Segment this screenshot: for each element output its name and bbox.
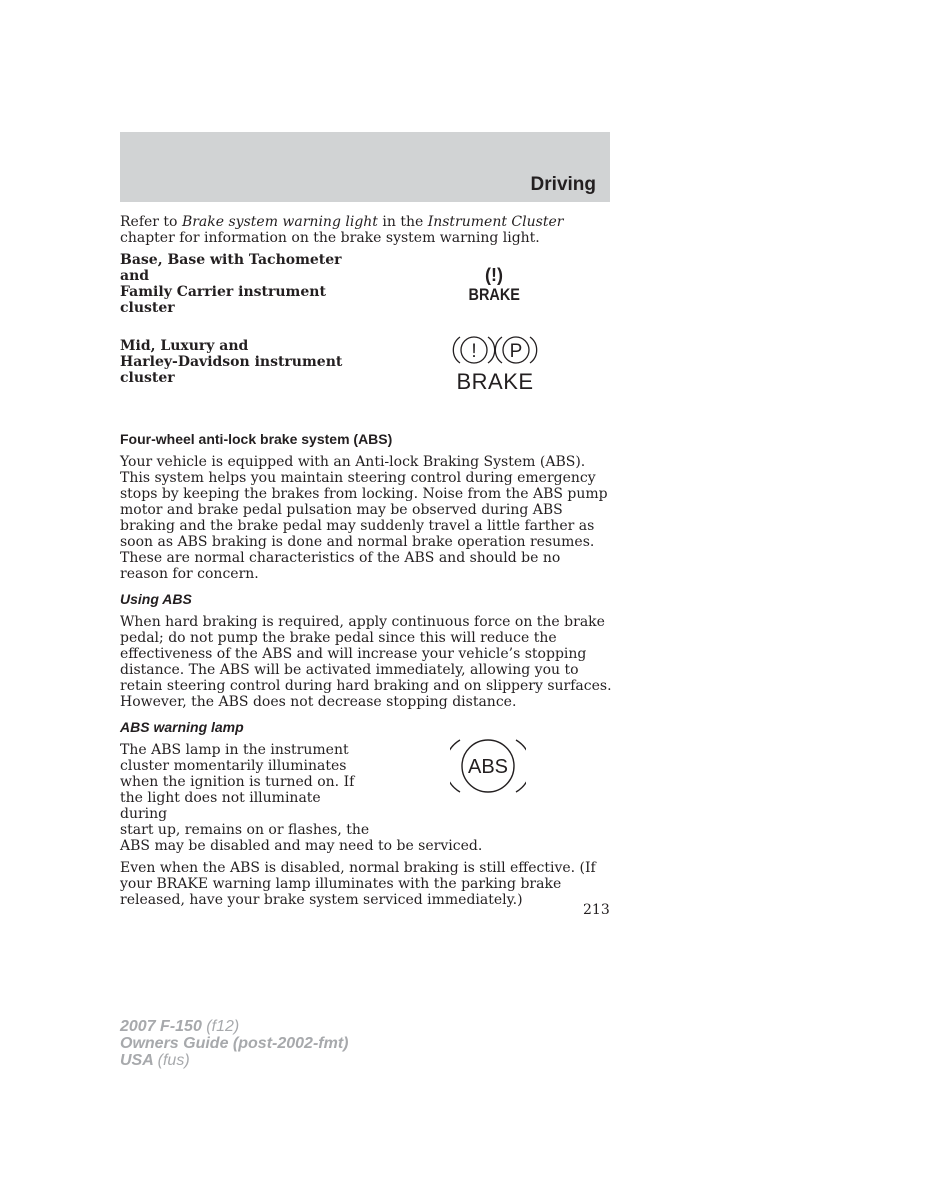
- abs-lamp-last-line: ABS may be disabled and may need to be serviced.: [120, 838, 483, 854]
- brake-icon-label: BRAKE: [468, 285, 520, 304]
- abs-section-body: Your vehicle is equipped with an Anti-lock Braking System (ABS). This system helps you maintain steering control during emergency stops by keeping the brakes from locking. Noise from the ABS pump motor and brake pedal pulsation may be observed during ABS braking and the brake pedal may suddenly travel a little farther as soon as ABS braking is done and normal brake operation resumes. These are normal characteristics of the ABS and should be no reason for concern.: [120, 454, 608, 582]
- link-instrument-cluster: Instrument Cluster: [427, 214, 564, 230]
- abs-icon-label: ABS: [467, 756, 509, 778]
- intro-paragraph: Refer to Brake system warning light in the Instrument Cluster chapter for information on the brake system warning light.: [120, 214, 564, 246]
- page-number: 213: [583, 902, 610, 918]
- page-content: [120, 214, 612, 908]
- cluster-base-label: Base, Base with Tachometer and Family Carrier instrument cluster: [120, 252, 342, 316]
- brake-park-warning-icon: [450, 333, 540, 394]
- abs-section-heading: Four-wheel anti-lock brake system (ABS): [120, 431, 393, 447]
- using-abs-body: When hard braking is required, apply continuous force on the brake pedal; do not pump the brake pedal since this will reduce the effectiveness of the ABS and will increase your vehicle’s stopping distance. The ABS will be activated immediately, allowing you to retain steering control during hard braking and on slippery surfaces. However, the ABS does not decrease stopping distance.: [120, 614, 612, 710]
- footer-region-line: USA (fus): [120, 1052, 190, 1069]
- footer-model-line: 2007 F-150 (f12): [120, 1018, 240, 1035]
- brake-park-icon-label: BRAKE: [456, 369, 534, 394]
- brake-warning-icon: [464, 265, 524, 305]
- brake-park-symbols-icon: [450, 333, 540, 367]
- park-glyph: P: [509, 341, 523, 362]
- abs-lamp-text: The ABS lamp in the instrument cluster momentarily illuminates when the ignition is turned on. If the light does not illuminate during start up, remains on or flashes, the: [120, 742, 370, 838]
- chapter-title: Driving: [530, 174, 596, 195]
- chapter-header: [120, 132, 610, 202]
- abs-lamp-block: [120, 742, 612, 854]
- cluster-mid-label: Mid, Luxury and Harley-Davidson instrument cluster: [120, 338, 343, 386]
- link-brake-warning-light: Brake system warning light: [181, 214, 378, 230]
- document-footer: [120, 1018, 348, 1069]
- exclamation-glyph: !: [471, 341, 477, 362]
- brake-symbol: (!): [485, 265, 503, 285]
- footer-guide-line: Owners Guide (post-2002-fmt): [120, 1035, 349, 1052]
- abs-lamp-body: Even when the ABS is disabled, normal braking is still effective. (If your BRAKE warning lamp illuminates with the parking brake released, have your brake system serviced immediately.): [120, 860, 596, 908]
- abs-warning-icon: [450, 732, 526, 800]
- using-abs-heading: Using ABS: [120, 591, 192, 607]
- cluster-base: [120, 252, 612, 338]
- cluster-mid: [120, 338, 612, 430]
- abs-lamp-heading: ABS warning lamp: [120, 719, 244, 735]
